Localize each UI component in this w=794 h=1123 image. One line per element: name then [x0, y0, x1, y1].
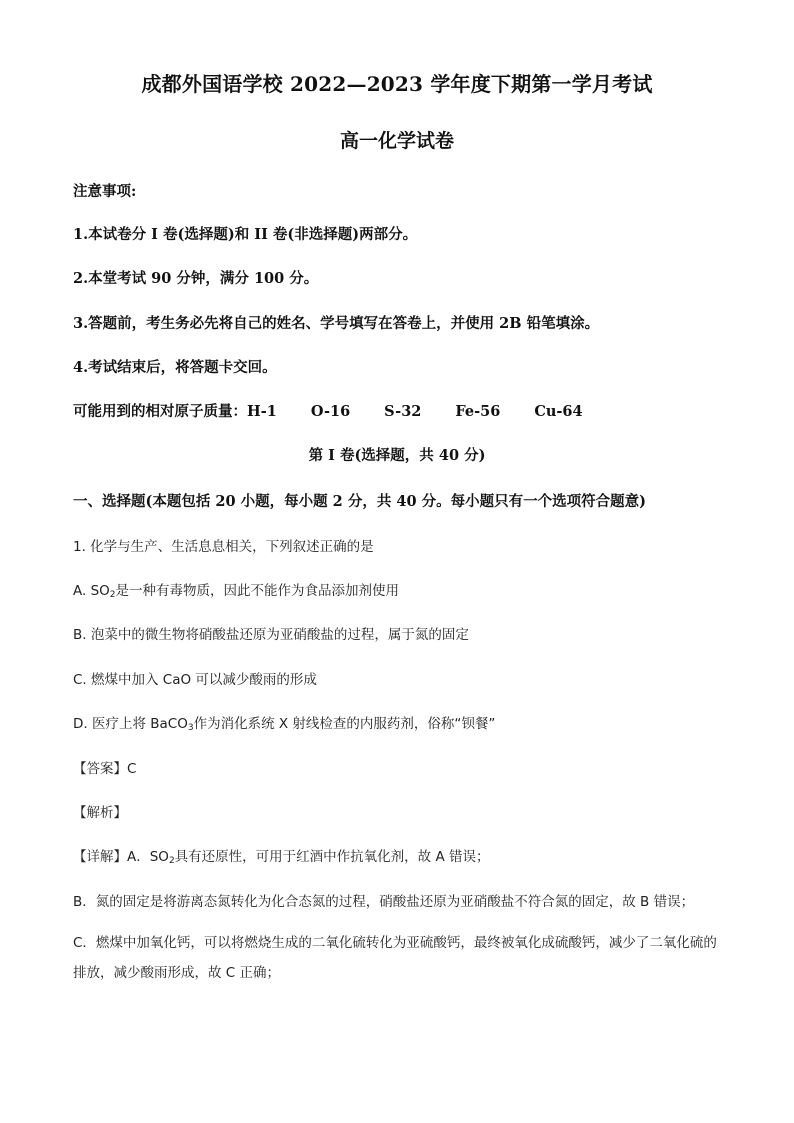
note-item-3: 3.答题前，考生务必先将自己的姓名、学号填写在答卷上，并使用 2B 铅笔填涂。 — [73, 315, 600, 332]
atomic-mass-fe: Fe-56 — [455, 403, 501, 420]
notes-heading: 注意事项: — [73, 183, 137, 200]
note-item-1: 1.本试卷分 I 卷(选择题)和 II 卷(非选择题)两部分。 — [73, 226, 418, 243]
atomic-mass-cu: Cu-64 — [534, 403, 583, 420]
atomic-mass-label: 可能用到的相对原子质量： — [73, 403, 247, 420]
question-1-stem: 1. 化学与生产、生活息息相关，下列叙述正确的是 — [73, 539, 374, 555]
option-a: A. $SO_2$是一种有毒物质，因此不能作为食品添加剂使用 — [73, 583, 400, 600]
atomic-mass-h: H-1 — [247, 403, 277, 420]
part-heading: 一、选择题(本题包括 20 小题，每小题 2 分，共 40 分。每小题只有一个选项符合题意) — [73, 493, 646, 510]
option-b: B. 泡菜中的微生物将硝酸盐还原为亚硝酸盐的过程，属于氮的固定 — [73, 627, 469, 643]
detail-a: 【详解】A．$SO_2$具有还原性，可用于红酒中作抗氧化剂，故 A 错误； — [73, 849, 490, 866]
option-d: D. 医疗上将 BaCO$_3$作为消化系统 X 射线检查的内服药剂，俗称“钡餐” — [73, 716, 496, 733]
option-c: C. 燃煤中加入 CaO 可以减少酸雨的形成 — [73, 672, 317, 688]
answer-value: C — [127, 761, 137, 777]
section-title: 第 I 卷(选择题，共 40 分) — [308, 447, 486, 464]
atomic-mass-line — [73, 400, 583, 421]
detail-c: C．燃煤中加氧化钙，可以将燃烧生成的二氧化硫转化为亚硫酸钙，最终被氧化成硫酸钙，减少了二氧化硫的排放，减少酸雨形成，故 C 正确； — [73, 935, 717, 981]
detail-b: B．氮的固定是将游离态氮转化为化合态氮的过程，硝酸盐还原为亚硝酸盐不符合氮的固定，故 B 错误； — [73, 894, 695, 910]
note-item-2: 2.本堂考试 90 分钟，满分 100 分。 — [73, 270, 319, 287]
exam-title: 成都外国语学校 2022—2023 学年度下期第一学月考试 — [141, 72, 653, 96]
atomic-mass-s: S-32 — [384, 403, 422, 420]
answer-line — [73, 757, 136, 777]
note-item-4: 4.考试结束后，将答题卡交回。 — [73, 359, 277, 376]
exam-subtitle: 高一化学试卷 — [339, 130, 454, 152]
analysis-label: 【解析】 — [73, 805, 127, 821]
atomic-mass-o: O-16 — [310, 403, 351, 420]
answer-label: 【答案】 — [73, 761, 127, 777]
